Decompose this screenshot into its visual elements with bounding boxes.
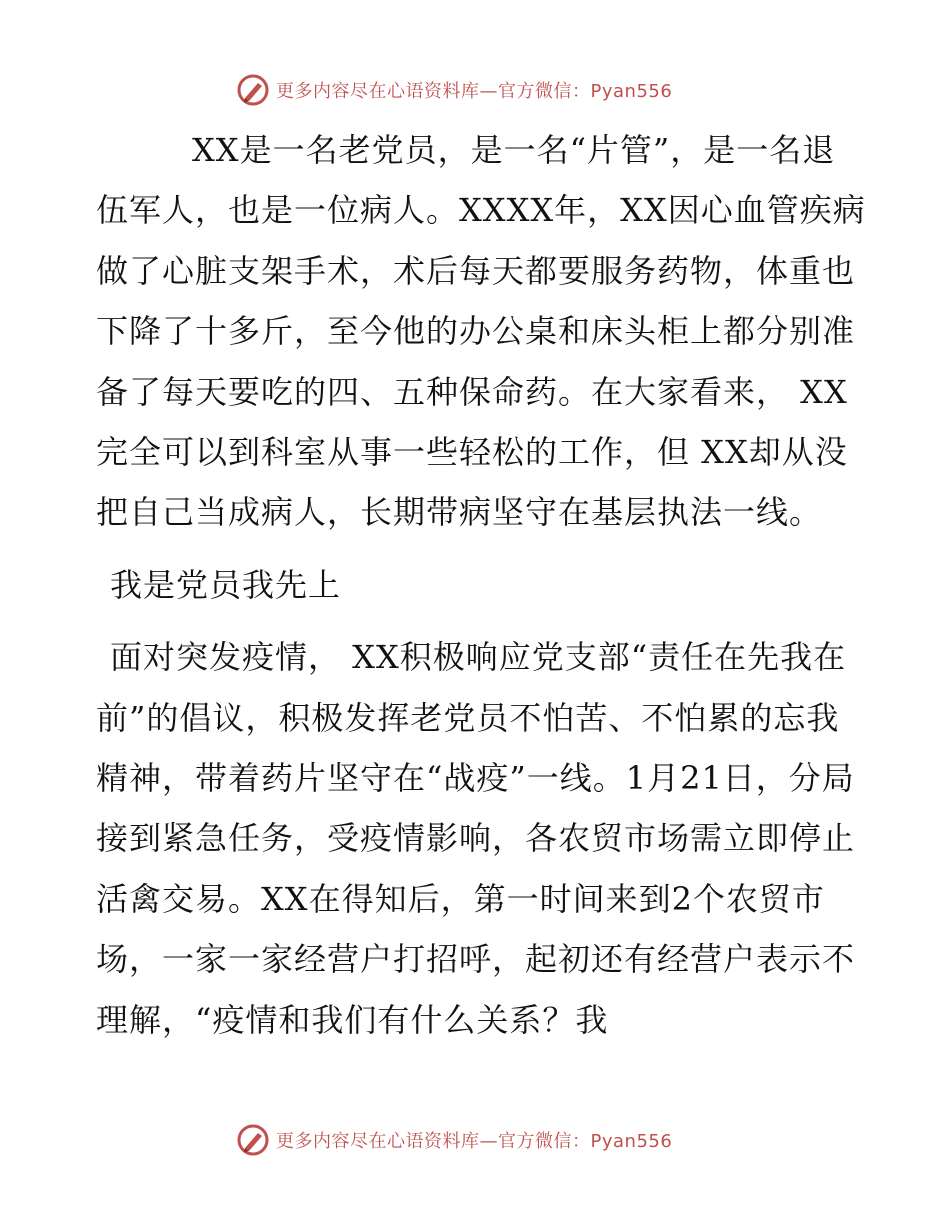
- paragraph-epidemic: 面对突发疫情， XX积极响应党支部“责任在先我在前”的倡议，积极发挥老党员不怕苦、不怕累的忘我精神，带着药片坚守在“战疫”一线。1月21日，分局接到紧急任务，受疫情影响，各农贸市场需立即停止活禽交易。XX在得知后，第一时间来到2个农贸市场，一家一家经营户打招呼，起初还有经营户表示不理解，“疫情和我们有什么关系？我: [96, 638, 856, 1039]
- watermark-footer: [236, 1122, 672, 1158]
- pen-logo-icon: [236, 73, 270, 107]
- watermark-text: 更多内容尽在心语资料库—官方微信：Pyan556: [276, 81, 673, 102]
- paragraph-intro: XX是一名老党员，是一名“片管”，是一名退伍军人，也是一位病人。XXXX年，XX因心血管疾病做了心脏支架手术，术后每天都要服务药物，体重也下降了十多斤，至今他的办公桌和床头柜上都分别准备了每天要吃的四、五种保命药。在大家看来， XX完全可以到科室从事一些轻松的工作，但 XX却从没把自己当成病人，长期带病坚守在基层执法一线。: [96, 131, 866, 532]
- pen-logo-icon: [236, 1123, 270, 1157]
- section-heading: 我是党员我先上: [110, 565, 342, 604]
- document-body: [96, 120, 866, 1050]
- watermark-text: 更多内容尽在心语资料库—官方微信：Pyan556: [276, 1131, 673, 1152]
- watermark-header: [236, 72, 672, 108]
